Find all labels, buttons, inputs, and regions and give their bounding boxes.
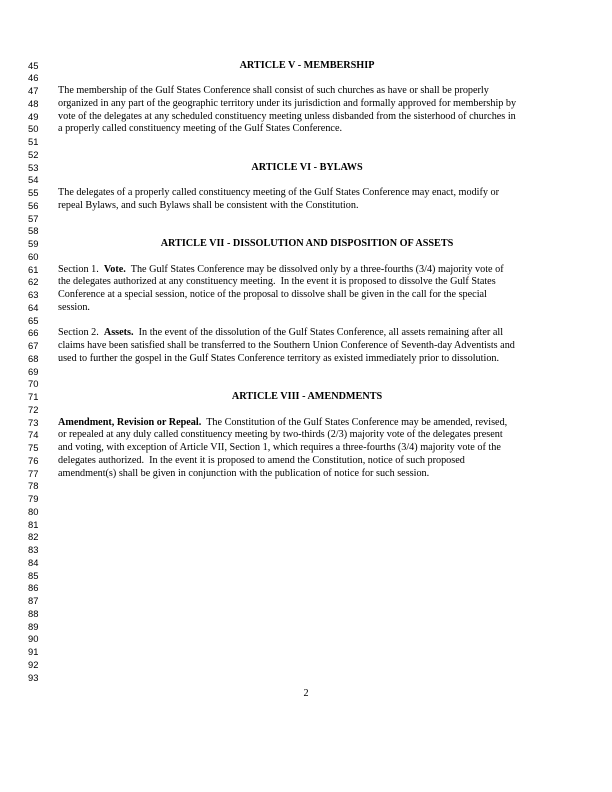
line-number: 64 bbox=[28, 301, 39, 313]
line-number: 51 bbox=[28, 136, 39, 147]
document-line bbox=[0, 454, 612, 467]
line-number: 90 bbox=[28, 633, 39, 645]
line-number: 78 bbox=[28, 480, 39, 492]
line-number: 59 bbox=[28, 238, 39, 249]
document-line bbox=[0, 390, 612, 403]
line-number: 93 bbox=[28, 671, 39, 683]
line-number: 89 bbox=[28, 620, 39, 632]
document-line bbox=[0, 199, 612, 212]
line-number: 68 bbox=[28, 352, 39, 364]
body-text-line bbox=[58, 186, 556, 199]
line-number: 81 bbox=[28, 518, 39, 530]
document-line bbox=[0, 288, 612, 301]
line-number: 50 bbox=[28, 123, 39, 135]
article-heading: ARTICLE VIII - AMENDMENTS bbox=[231, 391, 383, 402]
line-text: amendment(s) shall be given in conjunction with the publication of notice for such session. bbox=[58, 467, 430, 479]
body-text-line bbox=[58, 416, 556, 429]
line-number: 66 bbox=[28, 327, 39, 339]
line-number: 49 bbox=[28, 110, 39, 122]
line-number: 91 bbox=[28, 646, 39, 657]
body-text-line bbox=[58, 301, 556, 314]
document-line bbox=[0, 122, 612, 135]
document-line bbox=[0, 492, 612, 505]
page-number: 2 bbox=[303, 688, 309, 699]
document-line bbox=[0, 135, 612, 148]
document-line bbox=[0, 416, 612, 429]
document-line bbox=[0, 505, 612, 518]
line-number: 45 bbox=[28, 59, 39, 71]
line-number: 85 bbox=[28, 569, 39, 581]
line-text: In the event of the dissolution of the Gulf States Conference, all assets remaining after all bbox=[133, 327, 504, 339]
document-line bbox=[0, 658, 612, 671]
line-number: 62 bbox=[28, 276, 39, 288]
document-line bbox=[0, 326, 612, 339]
line-number: 72 bbox=[28, 403, 39, 415]
section-title: Amendment, Revision or Repeal. bbox=[58, 416, 202, 428]
document-line bbox=[0, 148, 612, 161]
line-text: Conference at a special session, notice of the proposal to dissolve shall be given in the call for the special bbox=[58, 289, 487, 300]
body-text-line bbox=[58, 428, 556, 441]
line-number: 63 bbox=[28, 289, 39, 300]
line-number: 86 bbox=[28, 582, 39, 594]
line-number: 69 bbox=[28, 365, 39, 377]
body-text-line bbox=[58, 352, 556, 365]
line-text: used to further the gospel in the Gulf States Conference territory as existed immediately prior to dissolution. bbox=[58, 352, 500, 364]
line-number: 58 bbox=[28, 225, 39, 237]
document-line bbox=[0, 543, 612, 556]
document-line bbox=[0, 263, 612, 276]
document-line bbox=[0, 250, 612, 263]
document-line bbox=[0, 620, 612, 633]
line-text: The membership of the Gulf States Conference shall consist of such churches as have or shall be properly bbox=[58, 85, 489, 96]
document-line bbox=[0, 224, 612, 237]
body-text-line bbox=[58, 122, 556, 135]
line-number: 65 bbox=[28, 314, 39, 326]
section-label: Section 2. bbox=[58, 327, 104, 339]
body-text-line bbox=[58, 467, 556, 480]
document-line bbox=[0, 632, 612, 645]
line-number: 55 bbox=[28, 187, 39, 198]
line-number: 47 bbox=[28, 85, 39, 96]
document-line bbox=[0, 275, 612, 288]
document-line bbox=[0, 607, 612, 620]
line-number: 67 bbox=[28, 340, 39, 351]
document-line bbox=[0, 110, 612, 123]
document-line bbox=[0, 339, 612, 352]
line-number: 54 bbox=[28, 174, 39, 186]
body-text-line bbox=[58, 199, 556, 212]
body-text-line bbox=[58, 110, 556, 123]
document-line bbox=[0, 645, 612, 658]
document-line bbox=[0, 377, 612, 390]
line-number: 70 bbox=[28, 378, 39, 390]
section-title: Vote. bbox=[103, 263, 126, 275]
document-line bbox=[0, 59, 612, 72]
body-text-line bbox=[58, 84, 556, 97]
document-line bbox=[0, 594, 612, 607]
body-text-line bbox=[58, 263, 556, 276]
article-heading: ARTICLE V - MEMBERSHIP bbox=[239, 59, 375, 71]
line-number: 60 bbox=[28, 250, 39, 262]
line-text: and voting, with exception of Article VII, Section 1, which requires a three-fourths (3/4) majority vote of the bbox=[58, 442, 501, 453]
line-text: vote of the delegates at any scheduled constituency meeting unless disbanded from the sisterhood of churches in bbox=[58, 110, 516, 122]
line-text: a properly called constituency meeting of the Gulf States Conference. bbox=[58, 123, 343, 135]
line-number: 48 bbox=[28, 97, 39, 109]
line-text: delegates authorized. In the event it is proposed to amend the Constitution, notice of such proposed bbox=[58, 454, 465, 466]
line-text: organized in any part of the geographic territory under its jurisdiction and formally approved for membership by bbox=[58, 97, 517, 109]
line-number: 57 bbox=[28, 212, 39, 224]
line-number: 84 bbox=[28, 556, 39, 568]
article-heading: ARTICLE VII - DISSOLUTION AND DISPOSITION OF ASSETS bbox=[160, 238, 454, 249]
body-text-line bbox=[58, 97, 556, 110]
document-line bbox=[0, 352, 612, 365]
line-number: 92 bbox=[28, 658, 39, 670]
document-line bbox=[0, 671, 612, 684]
line-number: 80 bbox=[28, 505, 39, 517]
line-number: 83 bbox=[28, 544, 39, 555]
body-text-line bbox=[58, 441, 556, 454]
document-line bbox=[0, 301, 612, 314]
line-text: The delegates of a properly called constituency meeting of the Gulf States Conference may enact, modify or bbox=[58, 187, 500, 198]
body-text-line bbox=[58, 454, 556, 467]
line-number: 74 bbox=[28, 429, 39, 441]
line-number: 79 bbox=[28, 493, 39, 504]
line-text: or repealed at any duly called constituency meeting by two-thirds (2/3) majority vote of the delegates present bbox=[58, 429, 503, 441]
line-number: 76 bbox=[28, 454, 39, 466]
document-line bbox=[0, 441, 612, 454]
document-line bbox=[0, 97, 612, 110]
line-text: The Constitution of the Gulf States Conference may be amended, revised, bbox=[201, 416, 508, 428]
document-line bbox=[0, 84, 612, 97]
line-number: 53 bbox=[28, 161, 39, 173]
line-number: 46 bbox=[28, 72, 39, 84]
line-text: claims have been satisfied shall be transferred to the Southern Union Conference of Seventh-day Adventists and bbox=[58, 340, 515, 351]
document-line bbox=[0, 556, 612, 569]
body-text-line bbox=[58, 339, 556, 352]
document-line bbox=[0, 569, 612, 582]
document-line bbox=[0, 161, 612, 174]
line-number: 88 bbox=[28, 607, 39, 619]
document-line bbox=[0, 403, 612, 416]
document-line bbox=[0, 71, 612, 84]
line-number: 82 bbox=[28, 531, 39, 543]
document-line bbox=[0, 479, 612, 492]
line-number: 87 bbox=[28, 595, 39, 606]
document-line bbox=[0, 173, 612, 186]
document-line bbox=[0, 518, 612, 531]
line-number: 56 bbox=[28, 199, 39, 211]
document-line bbox=[0, 530, 612, 543]
line-number: 71 bbox=[28, 391, 39, 402]
body-text-line bbox=[58, 275, 556, 288]
line-number: 75 bbox=[28, 442, 39, 453]
line-number: 73 bbox=[28, 416, 39, 428]
line-number: 77 bbox=[28, 467, 39, 479]
document-line bbox=[0, 467, 612, 480]
body-text-line bbox=[58, 288, 556, 301]
document-line bbox=[0, 365, 612, 378]
document-line bbox=[0, 314, 612, 327]
section-title: Assets. bbox=[103, 327, 134, 339]
line-number: 52 bbox=[28, 148, 39, 160]
line-text: The Gulf States Conference may be dissolved only by a three-fourths (3/4) majority vote of bbox=[125, 263, 504, 275]
body-text-line bbox=[58, 326, 556, 339]
section-label: Section 1. bbox=[58, 263, 104, 275]
document-line bbox=[0, 428, 612, 441]
line-text: session. bbox=[58, 301, 90, 313]
document-line bbox=[0, 212, 612, 225]
document-line bbox=[0, 581, 612, 594]
document-line bbox=[0, 186, 612, 199]
line-text: the delegates authorized at any constituency meeting. In the event it is proposed to dissolve the Gulf States bbox=[58, 276, 496, 288]
line-number: 61 bbox=[28, 263, 39, 275]
line-text: repeal Bylaws, and such Bylaws shall be consistent with the Constitution. bbox=[58, 199, 359, 211]
article-heading: ARTICLE VI - BYLAWS bbox=[251, 161, 363, 173]
document-line bbox=[0, 237, 612, 250]
